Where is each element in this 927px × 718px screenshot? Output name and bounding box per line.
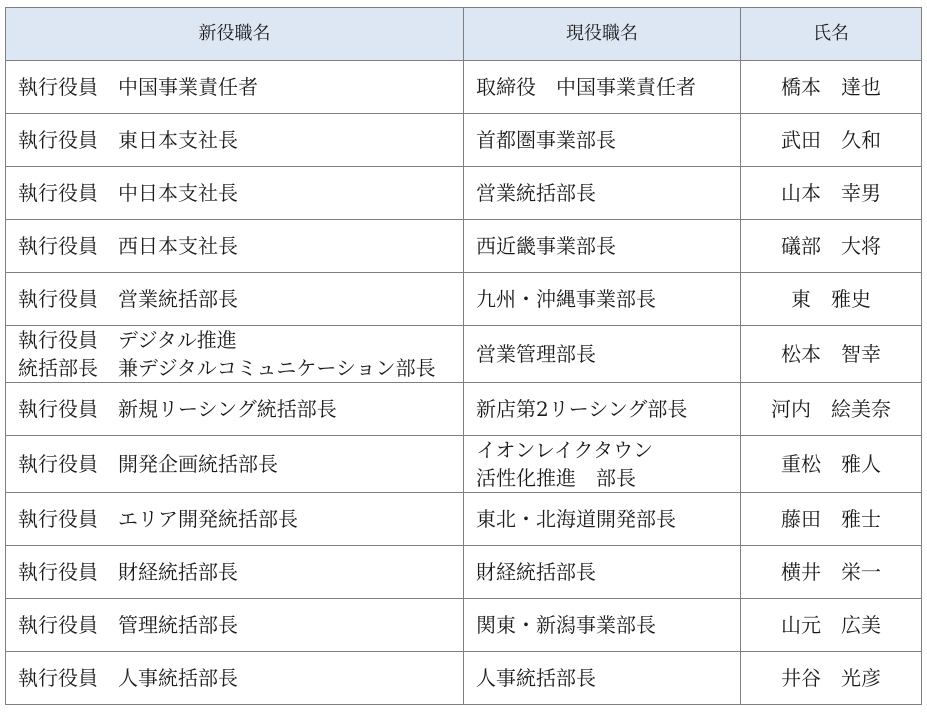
current-title-cell [464,493,741,546]
current-title-cell-line: 活性化推進 部長 [476,466,636,490]
new-title-cell [6,493,464,546]
table-row [6,167,922,220]
new-title-cell-line: 執行役員 管理統括部長 [18,613,238,637]
table-row [6,599,922,652]
new-title-cell [6,383,464,436]
table-header [6,8,922,61]
new-title-cell [6,167,464,220]
current-title-cell-line: 人事統括部長 [476,666,596,690]
current-title-cell [464,220,741,273]
table-row [6,114,922,167]
new-title-cell [6,326,464,383]
new-title-cell-line: 統括部長 兼デジタルコミュニケーション部長 [18,356,436,380]
new-title-cell-line: 執行役員 エリア開発統括部長 [18,507,298,531]
current-title-cell [464,114,741,167]
table-row [6,493,922,546]
new-title-cell-line: 執行役員 西日本支社長 [18,234,238,258]
person-name-cell: 礒部 大将 [741,220,922,273]
table-row [6,546,922,599]
table-row [6,436,922,493]
header-row [6,8,922,61]
person-name-cell: 井谷 光彦 [741,652,922,705]
person-name-cell: 横井 栄一 [741,546,922,599]
current-title-cell-line: 新店第2リーシング部長 [476,397,688,421]
current-title-cell-line: 東北・北海道開発部長 [476,507,676,531]
person-name-cell: 橋本 達也 [741,61,922,114]
current-title-cell [464,273,741,326]
person-name-cell: 山元 広美 [741,599,922,652]
new-title-cell-line: 執行役員 人事統括部長 [18,666,238,690]
header-new-title: 新役職名 [6,8,464,61]
new-title-cell [6,220,464,273]
current-title-cell-line: 九州・沖縄事業部長 [476,287,656,311]
current-title-cell-line: 西近畿事業部長 [476,234,616,258]
table-row [6,326,922,383]
new-title-cell-line: 執行役員 中日本支社長 [18,181,238,205]
executive-roster-table [5,7,922,705]
current-title-cell [464,383,741,436]
current-title-cell-line: 財経統括部長 [476,560,596,584]
new-title-cell-line: 執行役員 営業統括部長 [18,287,238,311]
current-title-cell-line: 首都圏事業部長 [476,128,616,152]
new-title-cell-line: 執行役員 東日本支社長 [18,128,238,152]
new-title-cell [6,436,464,493]
new-title-cell [6,114,464,167]
new-title-cell-line: 執行役員 デジタル推進 [18,328,237,352]
new-title-cell-line: 執行役員 中国事業責任者 [18,75,258,99]
new-title-cell-line: 執行役員 財経統括部長 [18,560,238,584]
current-title-cell-line: 営業管理部長 [476,342,596,366]
new-title-cell [6,273,464,326]
current-title-cell [464,436,741,493]
current-title-cell [464,599,741,652]
person-name-cell: 東 雅史 [741,273,922,326]
current-title-cell [464,167,741,220]
table-row [6,652,922,705]
person-name-cell: 重松 雅人 [741,436,922,493]
table-row [6,220,922,273]
table-row [6,61,922,114]
person-name-cell: 山本 幸男 [741,167,922,220]
table-row [6,273,922,326]
current-title-cell-line: 関東・新潟事業部長 [476,613,656,637]
new-title-cell [6,546,464,599]
header-current-title: 現役職名 [464,8,741,61]
current-title-cell [464,652,741,705]
new-title-cell-line: 執行役員 新規リーシング統括部長 [18,397,337,421]
person-name-cell: 藤田 雅士 [741,493,922,546]
new-title-cell [6,652,464,705]
current-title-cell-line: イオンレイクタウン [476,438,654,462]
new-title-cell [6,599,464,652]
current-title-cell-line: 営業統括部長 [476,181,596,205]
header-name: 氏名 [741,8,922,61]
new-title-cell [6,61,464,114]
new-title-cell-line: 執行役員 開発企画統括部長 [18,452,278,476]
person-name-cell: 松本 智幸 [741,326,922,383]
table-body [6,61,922,705]
current-title-cell [464,326,741,383]
current-title-cell [464,61,741,114]
current-title-cell-line: 取締役 中国事業責任者 [476,75,696,99]
current-title-cell [464,546,741,599]
table-row [6,383,922,436]
person-name-cell: 武田 久和 [741,114,922,167]
person-name-cell: 河内 絵美奈 [741,383,922,436]
